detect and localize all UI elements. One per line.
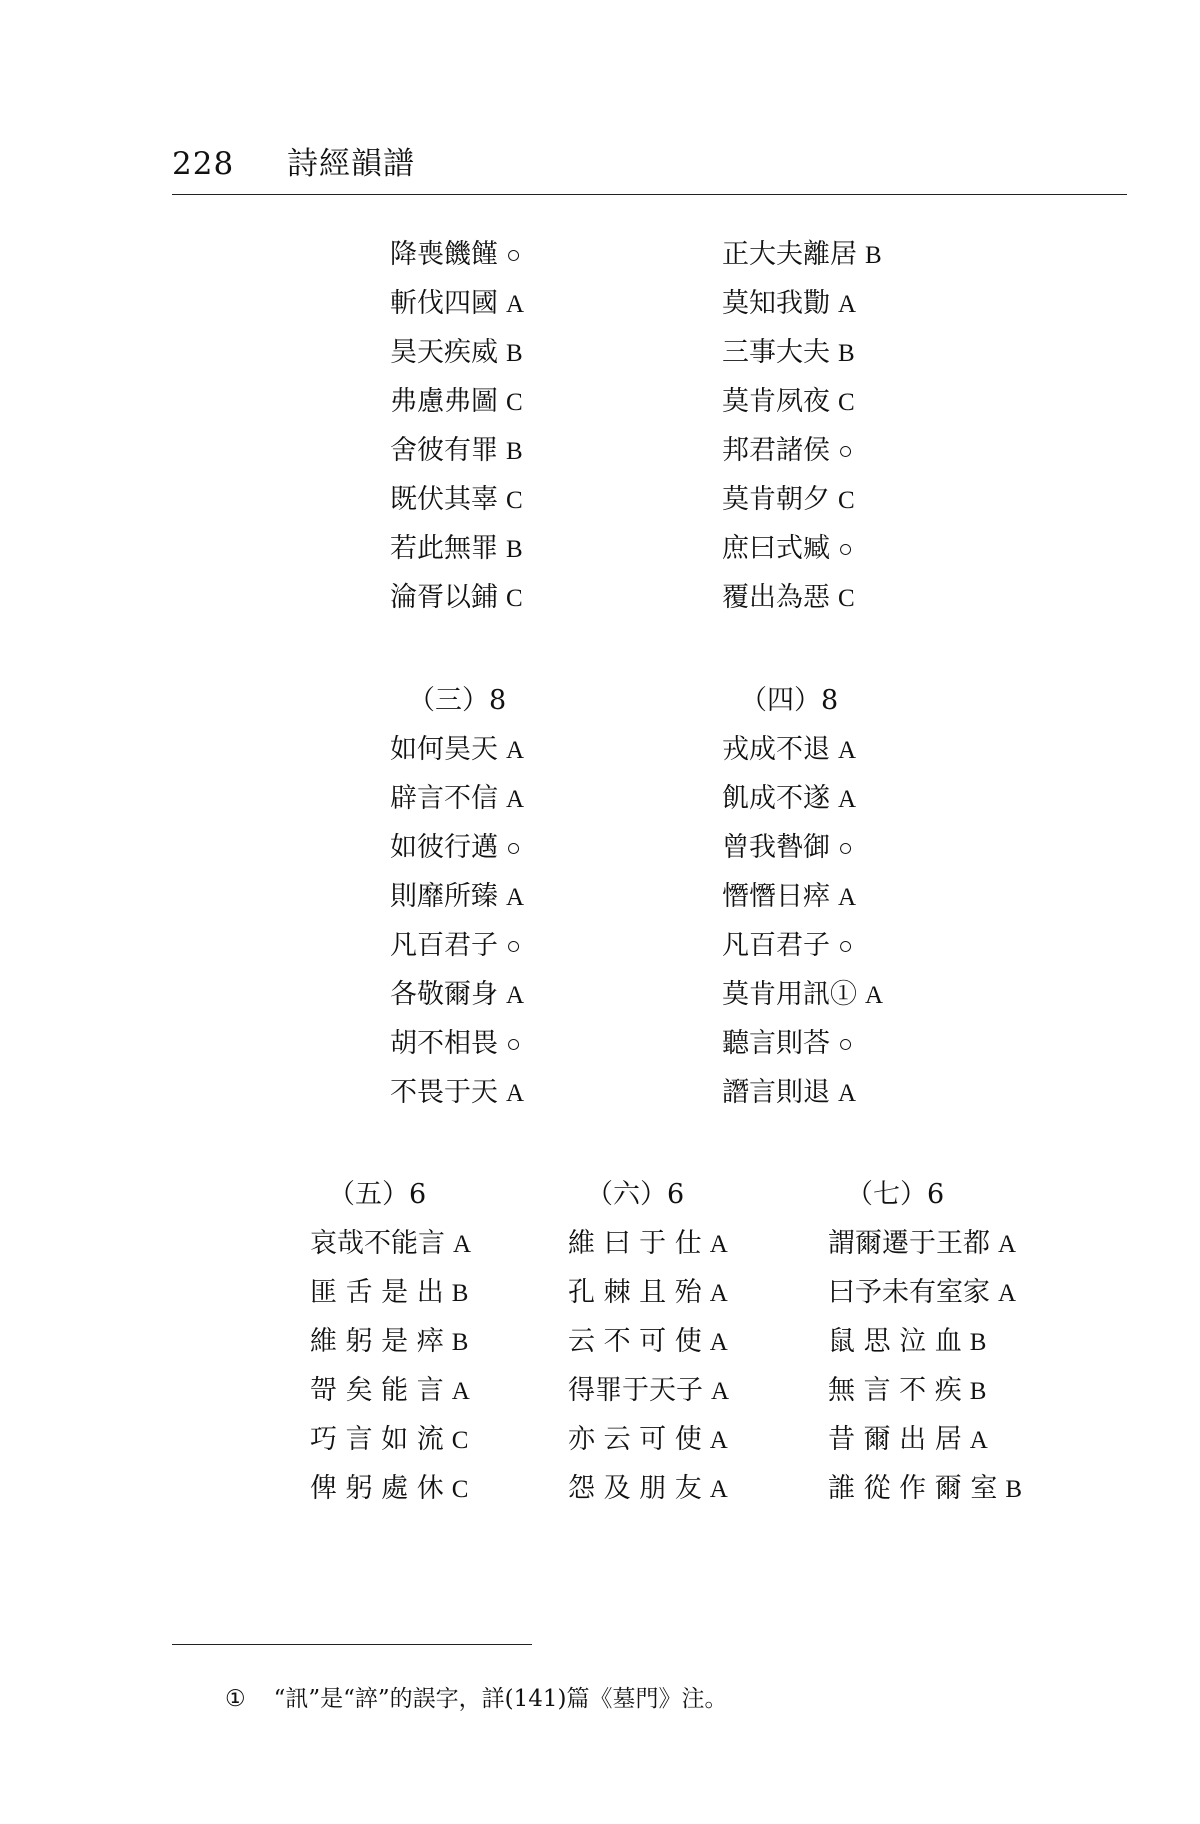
- verse-line: 昊天疾威 B: [390, 337, 523, 368]
- verse-line: 不畏于天 A: [390, 1077, 525, 1108]
- stanza-heading: （三）8: [408, 685, 507, 716]
- stanza-heading: （六）6: [586, 1179, 685, 1210]
- verse-line: 俾 躬 處 休 C: [310, 1473, 469, 1504]
- verse-line: 維 曰 于 仕 A: [568, 1228, 728, 1259]
- verse-line: 斬伐四國 A: [390, 288, 525, 319]
- verse-line: 哀哉不能言 A: [310, 1228, 472, 1259]
- verse-line: 莫肯用訊① A: [722, 979, 884, 1010]
- verse-line: 三事大夫 B: [722, 337, 855, 368]
- verse-line: 曰予未有室家 A: [828, 1277, 1017, 1308]
- footnote-text: “訊”是“誶”的誤字，詳(141)篇《墓門》注。: [273, 1686, 728, 1712]
- footnote-rule: [172, 1644, 532, 1645]
- verse-line: 如彼行邁 ○: [390, 832, 522, 863]
- stanza-4: [722, 676, 883, 1117]
- stanza-continued-left: [390, 230, 524, 622]
- verse-line: 降喪饑饉 ○: [390, 239, 522, 270]
- page-number: 228: [172, 146, 235, 182]
- page-header: [172, 138, 415, 183]
- verse-line: 得罪于天子 A: [568, 1375, 730, 1406]
- verse-line: 邦君諸侯 ○: [722, 435, 854, 466]
- verse-line: 淪胥以鋪 C: [390, 582, 523, 613]
- stanza-heading: （七）6: [846, 1179, 945, 1210]
- verse-line: 凡百君子 ○: [390, 930, 522, 961]
- verse-line: 正大夫離居 B: [722, 239, 882, 270]
- verse-line: 亦 云 可 使 A: [568, 1424, 728, 1455]
- stanza-3: [390, 676, 524, 1117]
- verse-line: 則靡所臻 A: [390, 881, 525, 912]
- stanza-heading: （五）6: [328, 1179, 427, 1210]
- verse-line: 怨 及 朋 友 A: [568, 1473, 728, 1504]
- verse-line: 匪 舌 是 出 B: [310, 1277, 469, 1308]
- stanza-5: [310, 1170, 471, 1513]
- book-title: 詩經韻譜: [287, 146, 416, 182]
- verse-line: 鼠 思 泣 血 B: [828, 1326, 987, 1357]
- verse-line: 憯憯日瘁 A: [722, 881, 857, 912]
- verse-line: 胡不相畏 ○: [390, 1028, 522, 1059]
- stanza-6: [568, 1170, 729, 1513]
- verse-line: 昔 爾 出 居 A: [828, 1424, 988, 1455]
- verse-line: 既伏其辜 C: [390, 484, 523, 515]
- verse-line: 弗慮弗圖 C: [390, 386, 523, 417]
- verse-line: 維 躬 是 瘁 B: [310, 1326, 469, 1357]
- verse-line: 如何昊天 A: [390, 734, 525, 765]
- verse-line: 哿 矣 能 言 A: [310, 1375, 470, 1406]
- footnote-marker: ①: [225, 1686, 246, 1712]
- verse-line: 曾我暬御 ○: [722, 832, 854, 863]
- verse-line: 謂爾遷于王都 A: [828, 1228, 1017, 1259]
- stanza-7: [828, 1170, 1022, 1513]
- verse-line: 莫知我勩 A: [722, 288, 857, 319]
- verse-line: 覆出為惡 C: [722, 582, 855, 613]
- verse-line: 凡百君子 ○: [722, 930, 854, 961]
- verse-line: 戎成不退 A: [722, 734, 857, 765]
- verse-line: 庶曰式臧 ○: [722, 533, 854, 564]
- verse-line: 孔 棘 且 殆 A: [568, 1277, 728, 1308]
- verse-line: 云 不 可 使 A: [568, 1326, 728, 1357]
- verse-line: 無 言 不 疾 B: [828, 1375, 987, 1406]
- verse-line: 各敬爾身 A: [390, 979, 525, 1010]
- verse-line: 聽言則荅 ○: [722, 1028, 854, 1059]
- footnote: [225, 1680, 728, 1713]
- header-rule: [172, 194, 1127, 195]
- verse-line: 巧 言 如 流 C: [310, 1424, 469, 1455]
- stanza-continued-right: [722, 230, 882, 622]
- verse-line: 莫肯朝夕 C: [722, 484, 855, 515]
- verse-line: 舍彼有罪 B: [390, 435, 523, 466]
- verse-line: 譖言則退 A: [722, 1077, 857, 1108]
- verse-line: 若此無罪 B: [390, 533, 523, 564]
- verse-line: 莫肯夙夜 C: [722, 386, 855, 417]
- stanza-heading: （四）8: [740, 685, 839, 716]
- verse-line: 飢成不遂 A: [722, 783, 857, 814]
- verse-line: 誰 從 作 爾 室 B: [828, 1473, 1023, 1504]
- verse-line: 辟言不信 A: [390, 783, 525, 814]
